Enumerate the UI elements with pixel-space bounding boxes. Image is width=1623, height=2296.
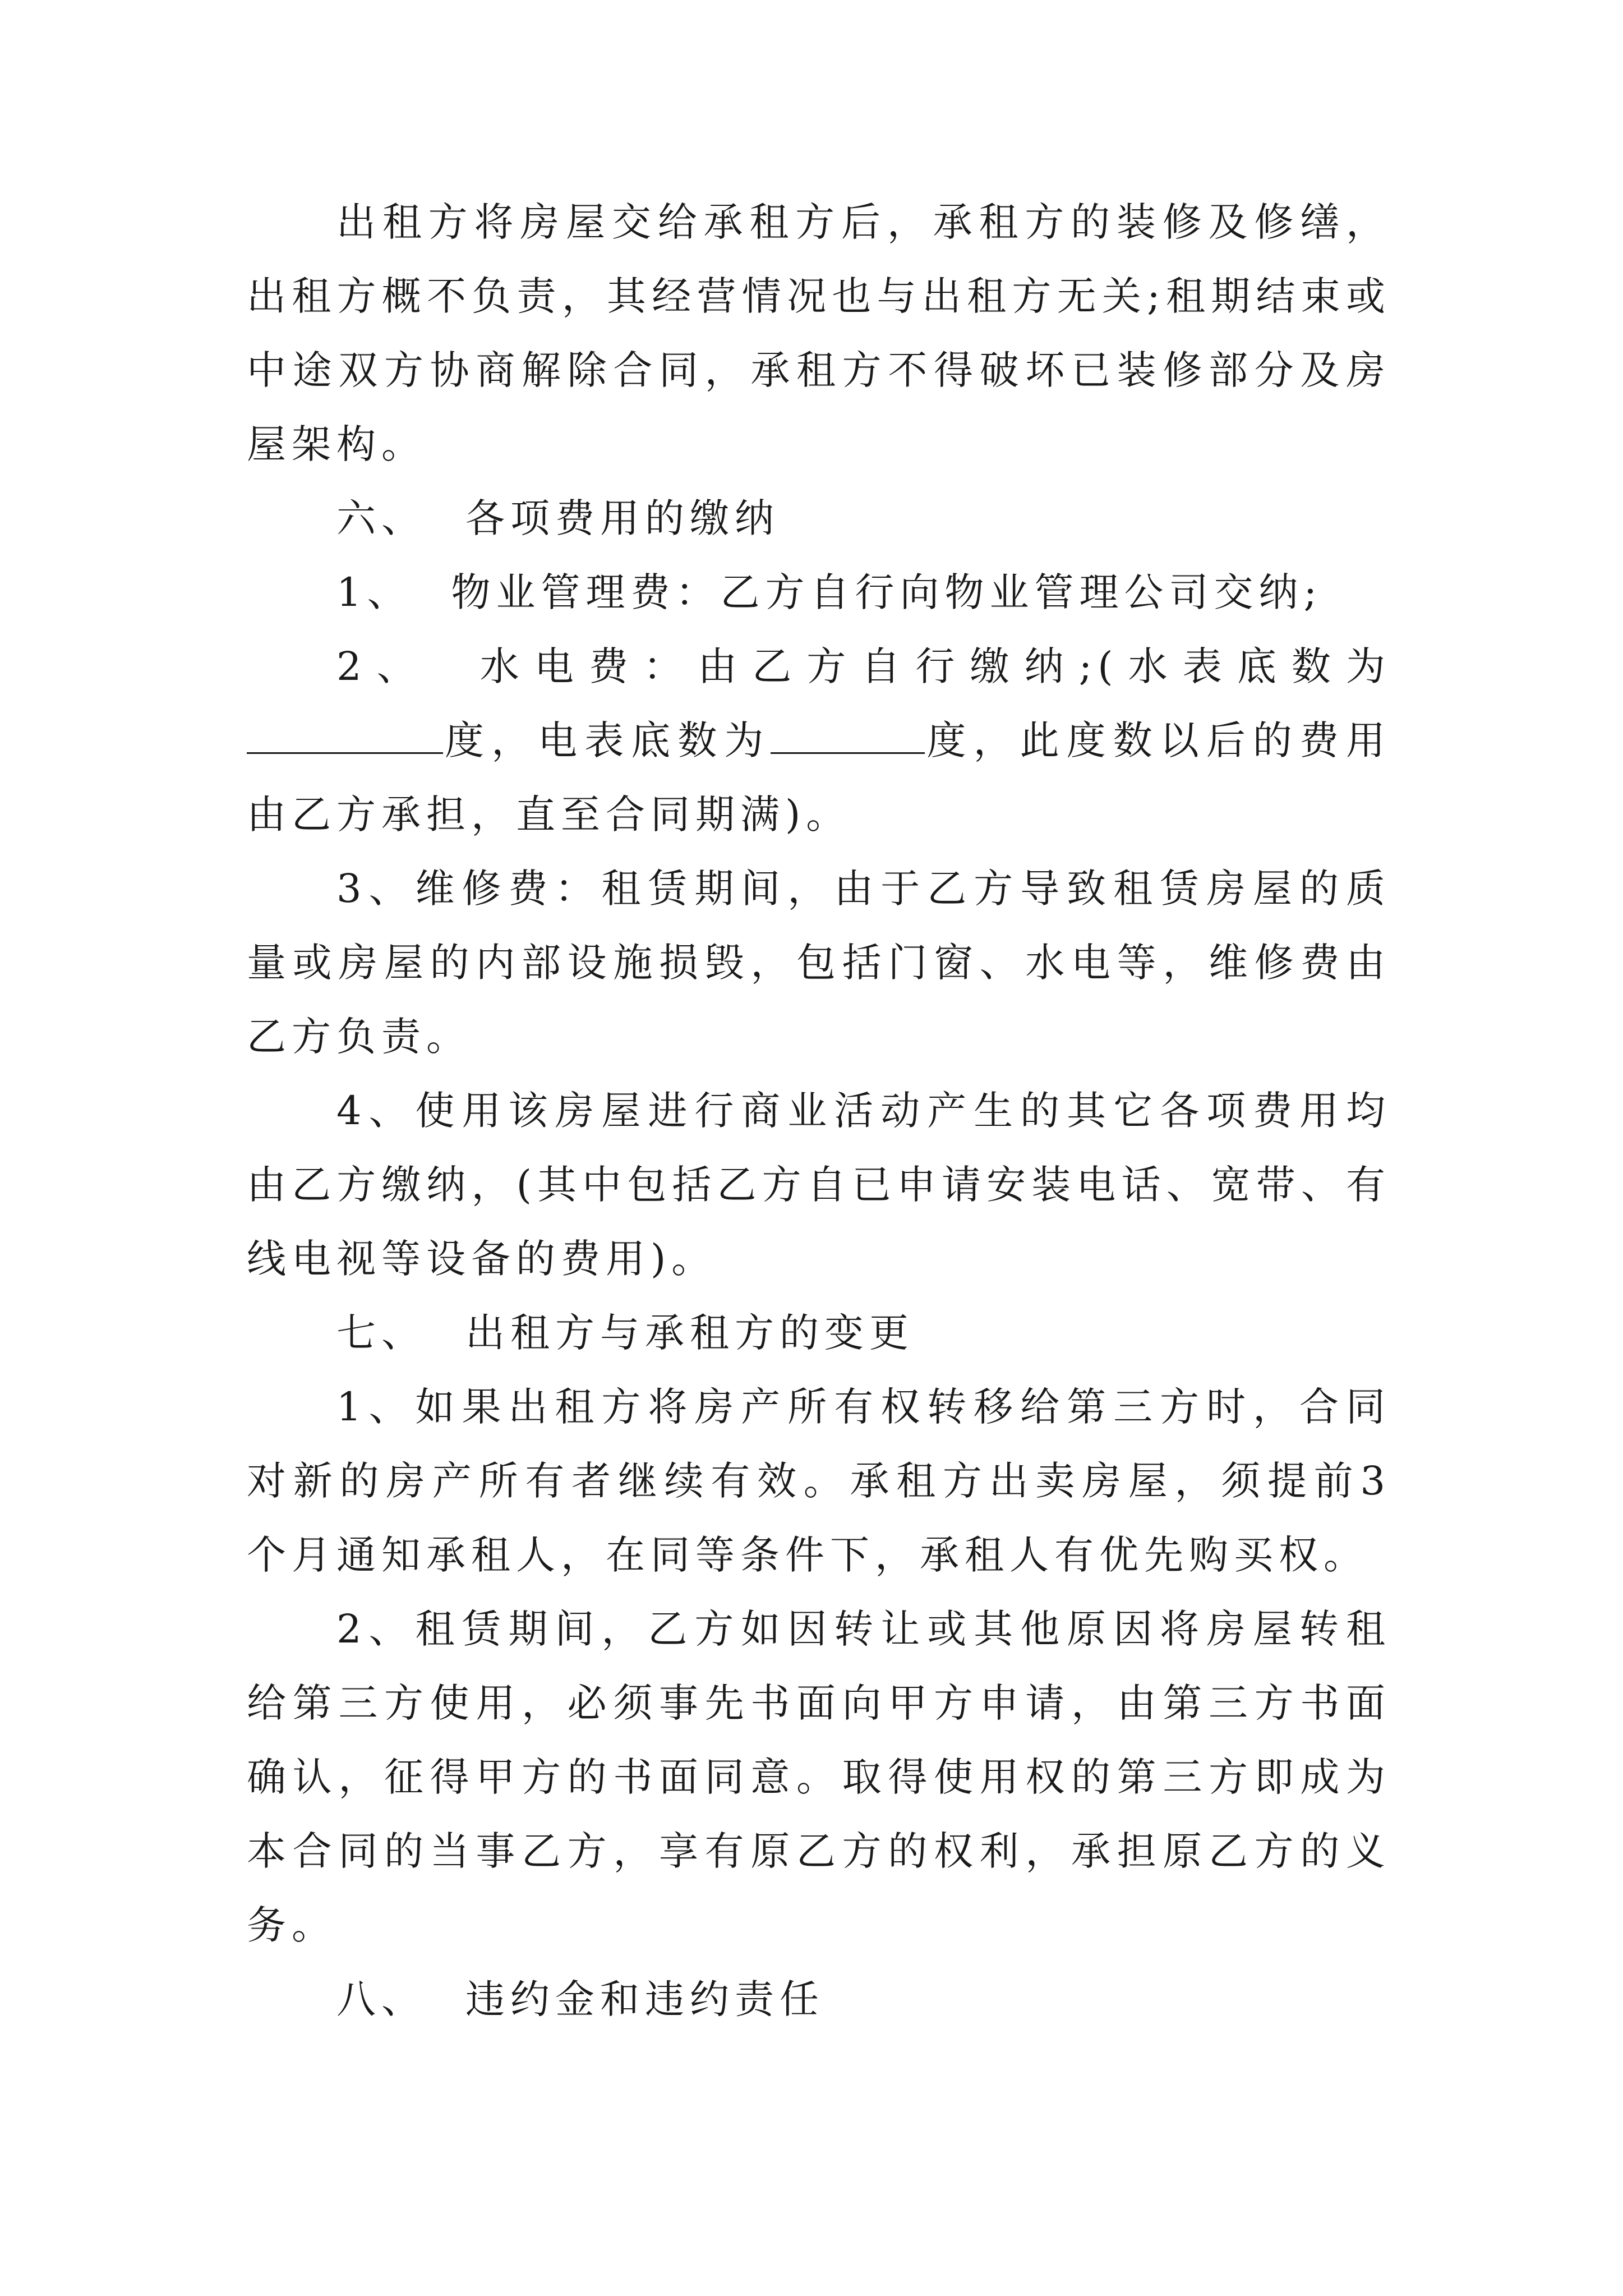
item-other-fees: 4、使用该房屋进行商业活动产生的其它各项费用均由乙方缴纳，(其中包括乙方自已申请安装电话、宽带、有线电视等设备的费用)。 (247, 1088, 1391, 1282)
section-number: 六、 (336, 495, 426, 541)
paragraph-renovation: 出租方将房屋交给承租方后，承租方的装修及修缮，出租方概不负责，其经营情况也与出租方无关;租期结束或中途双方协商解除合同，承租方不得破坏已装修部分及房屋架构。 (247, 199, 1391, 467)
section-heading-7 (247, 1296, 1391, 1370)
item-maintenance: 3、维修费：租赁期间，由于乙方导致租赁房屋的质量或房屋的内部设施损毁，包括门窗、水电等，维修费由乙方负责。 (247, 866, 1391, 1060)
item-text-c: 度，此度数以后的费用由乙方承担，直至合同期满)。 (247, 717, 1391, 838)
item-text-a: 水电费：由乙方自行缴纳;(水表底数为 (470, 643, 1391, 689)
section-heading-8 (247, 1962, 1391, 2036)
item-number: 2、 (336, 643, 431, 689)
item-ownership-transfer: 1、如果出租方将房产所有权转移给第三方时，合同对新的房产所有者继续有效。承租方出卖房屋，须提前3个月通知承租人，在同等条件下，承租人有优先购买权。 (247, 1384, 1391, 1578)
item-number: 1、 (336, 569, 412, 615)
item-sublease: 2、租赁期间，乙方如因转让或其他原因将房屋转租给第三方使用，必须事先书面向甲方申请，由第三方书面确认，征得甲方的书面同意。取得使用权的第三方即成为本合同的当事乙方，享有原乙方的权利，承担原乙方的义务。 (247, 1606, 1391, 1948)
section-title: 出租方与承租方的变更 (465, 1310, 914, 1356)
section-title: 违约金和违约责任 (465, 1976, 824, 2022)
water-meter-blank (247, 717, 443, 754)
item-text-b: 度，电表底数为 (443, 717, 771, 763)
item-utilities (247, 629, 1391, 852)
section-title: 各项费用的缴纳 (465, 495, 780, 541)
section-number: 八、 (336, 1976, 426, 2022)
section-number: 七、 (336, 1310, 426, 1356)
item-text: 物业管理费：乙方自行向物业管理公司交纳; (451, 569, 1323, 615)
document-body (247, 185, 1391, 2036)
electric-meter-blank (771, 717, 925, 754)
section-heading-6 (247, 481, 1391, 555)
item-property-fee (247, 555, 1391, 629)
